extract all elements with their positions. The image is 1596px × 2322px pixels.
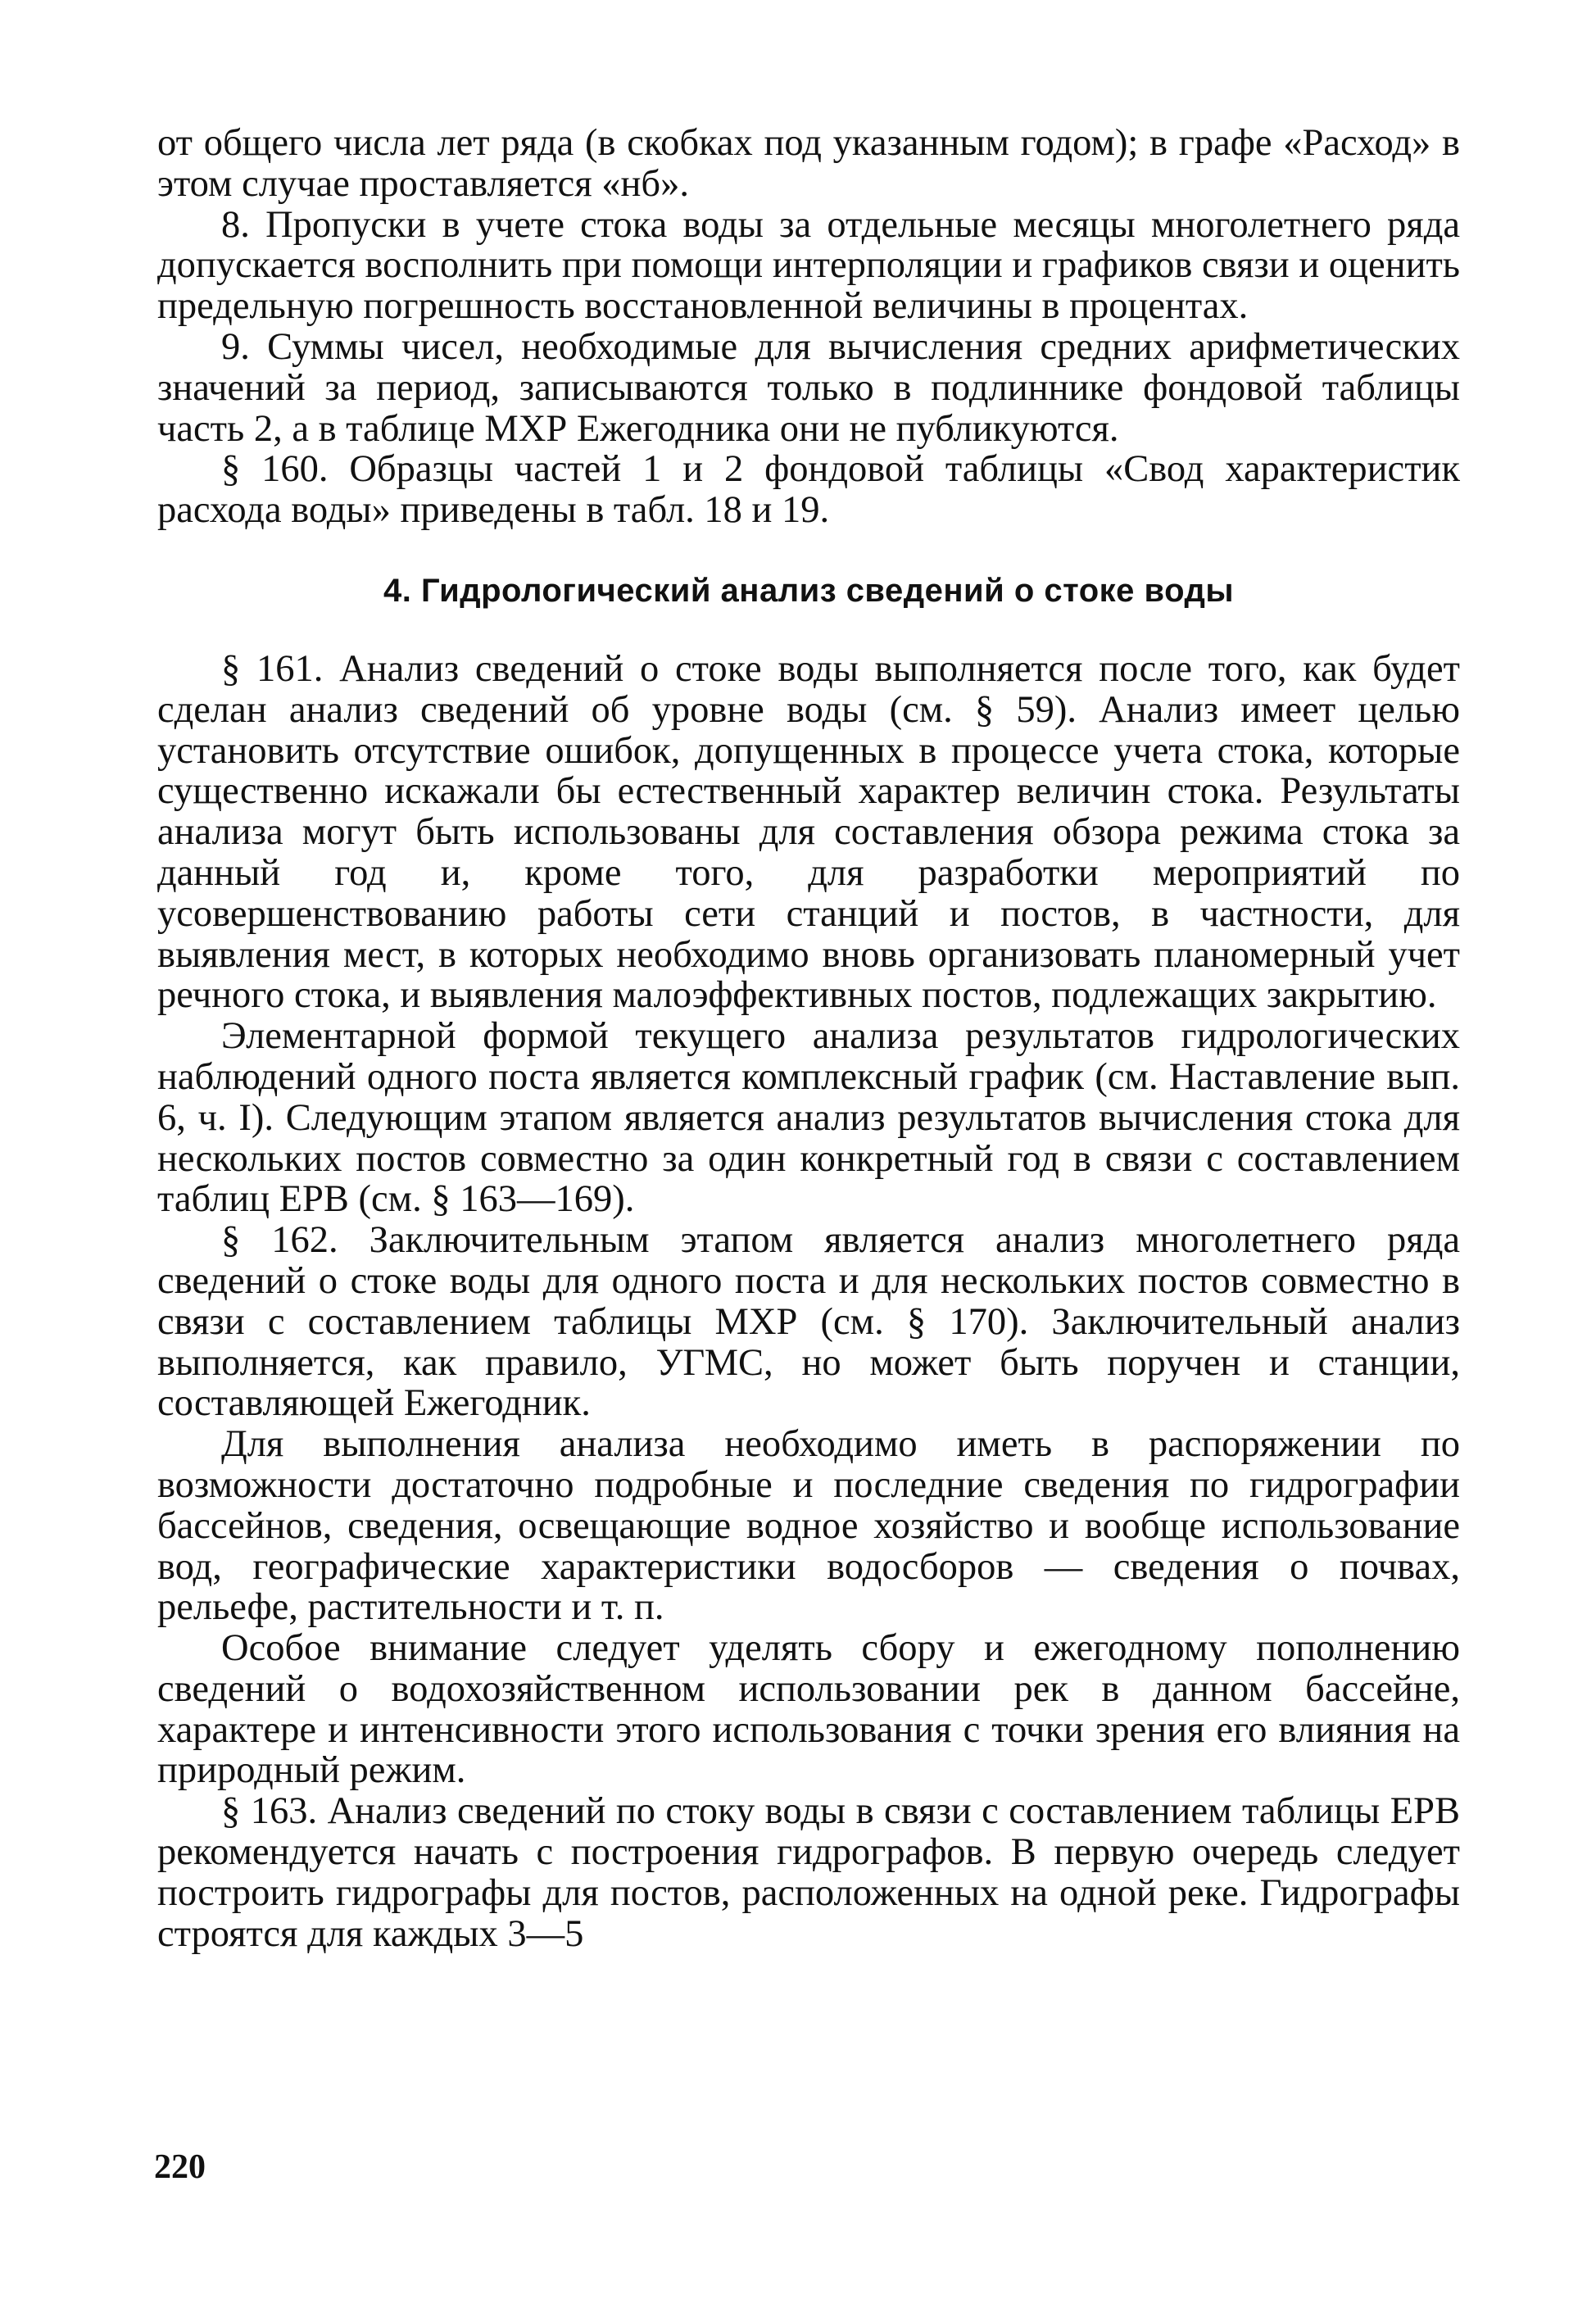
paragraph-item-8: 8. Пропуски в учете стока воды за отдельные месяцы многолетнего ряда допускается восполнить при помощи интерполяции и графиков связи и оценить предельную погрешность восстановленной величины в процентах.	[157, 203, 1460, 328]
section-heading: 4. Гидрологический анализ сведений о стоке воды	[383, 572, 1235, 609]
paragraph-elementary-analysis: Элементарной формой текущего анализа результатов гидрологических наблюдений одного поста является комплексный график (см. Наставление вып. 6, ч. I). Следующим этапом является анализ результатов вычисления стока для нескольких постов совместно за один конкретный год в связи с составлением таблиц ЕРВ (см. § 163—169).	[157, 1015, 1460, 1221]
paragraph-section-160: § 160. Образцы частей 1 и 2 фондовой таблицы «Свод характеристик расхода воды» приведены в табл. 18 и 19.	[157, 448, 1460, 532]
paragraph-section-163: § 163. Анализ сведений по стоку воды в связи с составлением таблицы ЕРВ рекомендуется начать с построения гидрографов. В первую очередь следует построить гидрографы для постов, расположенных на одной реке. Гидрографы строятся для каждых 3—5	[157, 1790, 1460, 1955]
page-number: 220	[154, 2148, 206, 2186]
paragraph-continuation: от общего числа лет ряда (в скобках под указанным годом); в графе «Расход» в этом случае проставляется «нб».	[157, 122, 1460, 205]
paragraph-item-9: 9. Суммы чисел, необходимые для вычисления средних арифметических значений за период, записываются только в подлиннике фондовой таблицы часть 2, а в таблице МХР Ежегодника они не публикуются.	[157, 325, 1460, 450]
paragraph-section-162: § 162. Заключительным этапом является анализ многолетнего ряда сведений о стоке воды для одного поста и для нескольких постов совместно в связи с составлением таблицы МХР (см. § 170). Заключительный анализ выполняется, как правило, УГМС, но может быть поручен и станции, составляющей Ежегодник.	[157, 1219, 1460, 1425]
paragraph-section-161: § 161. Анализ сведений о стоке воды выполняется после того, как будет сделан анализ сведений об уровне воды (см. § 59). Анализ имеет целью установить отсутствие ошибок, допущенных в процессе учета стока, которые существенно искажали бы естественный характер величин стока. Результаты анализа могут быть использованы для составления обзора режима стока за данный год и, кроме того, для разработки мероприятий по усовершенствованию работы сети станций и постов, в частности, для выявления мест, в которых необходимо вновь организовать планомерный учет речного стока, и выявления малоэффективных постов, подлежащих закрытию.	[157, 647, 1460, 1017]
paragraph-special-attention: Особое внимание следует уделять сбору и ежегодному пополнению сведений о водохозяйственном использовании рек в данном бассейне, характере и интенсивности этого использования с точки зрения его влияния на природный режим.	[157, 1627, 1460, 1792]
page-body	[157, 123, 1460, 1954]
paragraph-analysis-requirements: Для выполнения анализа необходимо иметь в распоряжении по возможности достаточно подробные и последние сведения по гидрографии бассейнов, сведения, освещающие водное хозяйство и вообще использование вод, географические характеристики водосборов — сведения о почвах, рельефе, растительности и т. п.	[157, 1423, 1460, 1629]
